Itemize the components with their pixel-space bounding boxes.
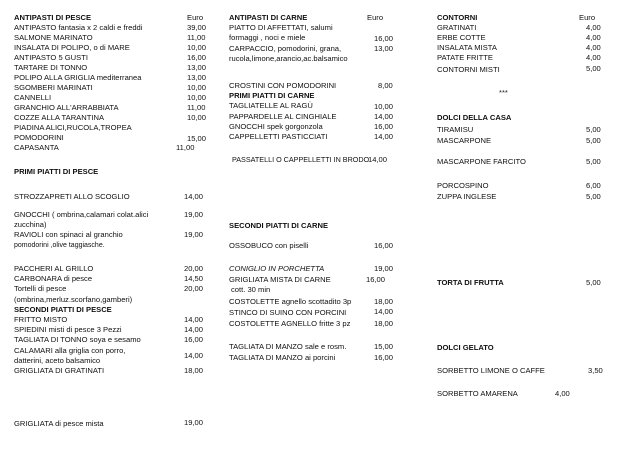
section-heading-gelato: DOLCI GELATO — [437, 343, 494, 352]
menu-item-name: POLIPO ALLA GRIGLIA mediterranea — [14, 73, 142, 82]
menu-item-name: Tortelli di pesce — [14, 284, 67, 293]
currency-label: Euro — [187, 13, 204, 22]
menu-item-price: 11,00 — [187, 103, 206, 112]
section-heading-antipasti-pesce: ANTIPASTI DI PESCE — [14, 13, 92, 22]
menu-item-price: 10,00 — [187, 113, 207, 122]
menu-item-price: 15,00 — [187, 134, 207, 143]
menu-item-price: 8,00 — [378, 81, 393, 90]
menu-item-name: GNOCCHI ( ombrina,calamari colat.alici — [14, 210, 149, 219]
menu-item-name: ANTIPASTO fantasia x 2 caldi e freddi — [14, 23, 143, 32]
menu-item-name: GRIGLIATA di pesce mista — [14, 419, 104, 428]
menu-item-name: INSALATA DI POLIPO, o di MARE — [14, 43, 130, 52]
menu-item-name: GRANCHIO ALL'ARRABBIATA — [14, 103, 119, 112]
menu-item-name: SPIEDINI misti di pesce 3 Pezzi — [14, 325, 122, 334]
menu-item-name: CANNELLI — [14, 93, 52, 102]
menu-item-name-line2: datterini, aceto balsamico — [14, 356, 101, 365]
menu-item-price: 5,00 — [586, 136, 601, 145]
menu-item-name: STINCO DI SUINO CON PORCINI — [229, 308, 347, 317]
menu-item-price: 4,00 — [586, 23, 601, 32]
menu-item-name: CONIGLIO IN PORCHETTA — [229, 264, 325, 273]
menu-item-price: 11,00 — [187, 33, 206, 42]
menu-item-price: 6,00 — [586, 181, 601, 190]
menu-item-name: CAPASANTA — [14, 143, 59, 152]
menu-item-name: GNOCCHI spek gorgonzola — [229, 122, 323, 131]
menu-item-name-torta: TORTA DI FRUTTA — [437, 278, 504, 287]
menu-item-price: 16,00 — [374, 122, 394, 131]
menu-item-price: 14,00 — [184, 315, 204, 324]
menu-item-price: 13,00 — [187, 73, 207, 82]
menu-item-name: SORBETTO AMARENA — [437, 389, 518, 398]
menu-item-price: 14,00 — [368, 155, 388, 164]
menu-item-name: TAGLIATA DI MANZO ai porcini — [229, 353, 336, 362]
menu-item-price: 4,00 — [586, 43, 601, 52]
menu-item-price: 13,00 — [187, 63, 207, 72]
menu-item-name: ZUPPA INGLESE — [437, 192, 497, 201]
menu-item-price: 16,00 — [374, 353, 394, 362]
menu-item-price: 10,00 — [374, 102, 394, 111]
menu-item-price: 11,00 — [176, 143, 195, 152]
menu-item-name: STROZZAPRETI ALLO SCOGLIO — [14, 192, 130, 201]
menu-item-name: GRATINATI — [437, 23, 477, 32]
menu-item-name-line2: (ombrina,merluz.scorfano,gamberi) — [14, 295, 133, 304]
menu-item-name: GRIGLIATA MISTA DI CARNE — [229, 275, 331, 284]
menu-item-name: MASCARPONE FARCITO — [437, 157, 526, 166]
currency-label: Euro — [367, 13, 384, 22]
menu-item-name: SORBETTO LIMONE O CAFFE — [437, 366, 545, 375]
menu-item-price: 14,50 — [184, 274, 204, 283]
section-heading-contorni: CONTORNI — [437, 13, 478, 22]
section-heading-secondi-pesce: SECONDI PIATTI DI PESCE — [14, 305, 112, 314]
section-heading-dolci: DOLCI DELLA CASA — [437, 113, 512, 122]
menu-item-name: TAGLIATELLE AL RAGÙ — [229, 101, 313, 110]
section-heading-antipasti-carne: ANTIPASTI DI CARNE — [229, 13, 308, 22]
menu-item-name: PIATTO DI AFFETTATI, salumi — [229, 23, 333, 32]
menu-item-name: CARBONARA di pesce — [14, 274, 93, 283]
section-heading-primi-carne: PRIMI PIATTI DI CARNE — [229, 91, 315, 100]
menu-item-name: PASSATELLI O CAPPELLETTI IN BRODO — [232, 155, 370, 164]
menu-item-price: 20,00 — [184, 264, 204, 273]
menu-item-name-line2: POMODORINI — [14, 133, 64, 142]
menu-item-price: 19,00 — [374, 264, 394, 273]
menu-item-name: INSALATA MISTA — [437, 43, 497, 52]
menu-item-name: TAGLIATA DI TONNO soya e sesamo — [14, 335, 141, 344]
menu-item-price: 39,00 — [187, 23, 207, 32]
section-heading-secondi-carne: SECONDI PIATTI DI CARNE — [229, 221, 329, 230]
menu-item-price: 3,50 — [588, 366, 603, 375]
menu-item-price: 14,00 — [374, 112, 394, 121]
menu-item-name: ANTIPASTO 5 GUSTI — [14, 53, 88, 62]
menu-item-name: SGOMBERI MARINATI — [14, 83, 93, 92]
menu-item-price: 5,00 — [586, 64, 601, 73]
menu-item-name: SALMONE MARINATO — [14, 33, 93, 42]
menu-item-price: 16,00 — [187, 53, 207, 62]
currency-label: Euro — [579, 13, 596, 22]
menu-item-name: CALAMARI alla griglia con porro, — [14, 346, 126, 355]
menu-item-price: 10,00 — [187, 93, 207, 102]
menu-item-name: TIRAMISU — [437, 125, 474, 134]
menu-item-name: OSSOBUCO con piselli — [229, 241, 309, 250]
menu-item-price: 19,00 — [184, 230, 204, 239]
menu-item-name: COSTOLETTE agnello scottadito 3p — [229, 297, 352, 306]
menu-item-price: 10,00 — [187, 43, 207, 52]
menu-item-name: PORCOSPINO — [437, 181, 489, 190]
menu-item-name: MASCARPONE — [437, 136, 492, 145]
menu-item-name: COSTOLETTE AGNELLO fritte 3 pz — [229, 319, 351, 328]
menu-item-price: 14,00 — [374, 132, 394, 141]
menu-item-price: 20,00 — [184, 284, 204, 293]
menu-item-price: 5,00 — [586, 157, 601, 166]
menu-item-price: 18,00 — [374, 319, 394, 328]
menu-item-price: 16,00 — [374, 241, 394, 250]
menu-item-name: RAVIOLI con spinaci al granchio — [14, 230, 123, 239]
menu-item-price: 14,00 — [374, 307, 394, 316]
menu-item-price: 14,00 — [184, 325, 204, 334]
menu-item-price: 18,00 — [184, 366, 204, 375]
menu-item-name: CAPPELLETTI PASTICCIATI — [229, 132, 328, 141]
menu-item-name-line2: cott. 30 min — [231, 285, 271, 294]
menu-item-name: PIADINA ALICI,RUCOLA,TROPEA — [14, 123, 132, 132]
menu-item-price: 14,00 — [184, 351, 204, 360]
menu-item-name-line2: pomodorini ,olive taggiasche. — [14, 242, 105, 249]
menu-item-name-line2: formaggi , noci e miele — [229, 33, 306, 42]
menu-item-price: 4,00 — [555, 389, 570, 398]
section-heading-primi-pesce: PRIMI PIATTI DI PESCE — [14, 167, 99, 176]
menu-item-name: FRITTO MISTO — [14, 315, 68, 324]
menu-item-price: 5,00 — [586, 125, 601, 134]
menu-item-name: COZZE ALLA TARANTINA — [14, 113, 105, 122]
menu-item-price: 16,00 — [366, 275, 386, 284]
menu-item-name: PAPPARDELLE AL CINGHIALE — [229, 112, 337, 121]
menu-item-price: 18,00 — [374, 297, 394, 306]
menu-item-price: 16,00 — [184, 335, 204, 344]
menu-item-name: CARPACCIO, pomodorini, grana, — [229, 44, 342, 53]
menu-item-name-line2: zucchina) — [14, 220, 47, 229]
menu-item-price: 19,00 — [184, 418, 204, 427]
menu-item-name: CROSTINI CON POMODORINI — [229, 81, 337, 90]
section-separator: *** — [499, 88, 508, 97]
menu-item-price: 10,00 — [187, 83, 207, 92]
menu-item-name: TARTARE DI TONNO — [14, 63, 88, 72]
menu-item-price: 4,00 — [586, 33, 601, 42]
menu-item-name: PATATE FRITTE — [437, 53, 493, 62]
menu-item-price: 14,00 — [184, 192, 204, 201]
menu-item-name: PACCHERI AL GRILLO — [14, 264, 94, 273]
menu-item-price: 13,00 — [374, 44, 394, 53]
menu-item-price: 15,00 — [374, 342, 394, 351]
menu-item-price: 5,00 — [586, 278, 601, 287]
menu-item-price: 4,00 — [586, 53, 601, 62]
menu-item-name: ERBE COTTE — [437, 33, 486, 42]
menu-item-name: TAGLIATA DI MANZO sale e rosm. — [229, 342, 347, 351]
menu-item-price: 5,00 — [586, 192, 601, 201]
menu-item-name: GRIGLIATA DI GRATINATI — [14, 366, 105, 375]
menu-item-name-line2: rucola,limone,arancio,ac.balsamico — [229, 54, 348, 63]
menu-item-name: CONTORNI MISTI — [437, 65, 500, 74]
menu-item-price: 16,00 — [374, 34, 394, 43]
menu-item-price: 19,00 — [184, 210, 204, 219]
